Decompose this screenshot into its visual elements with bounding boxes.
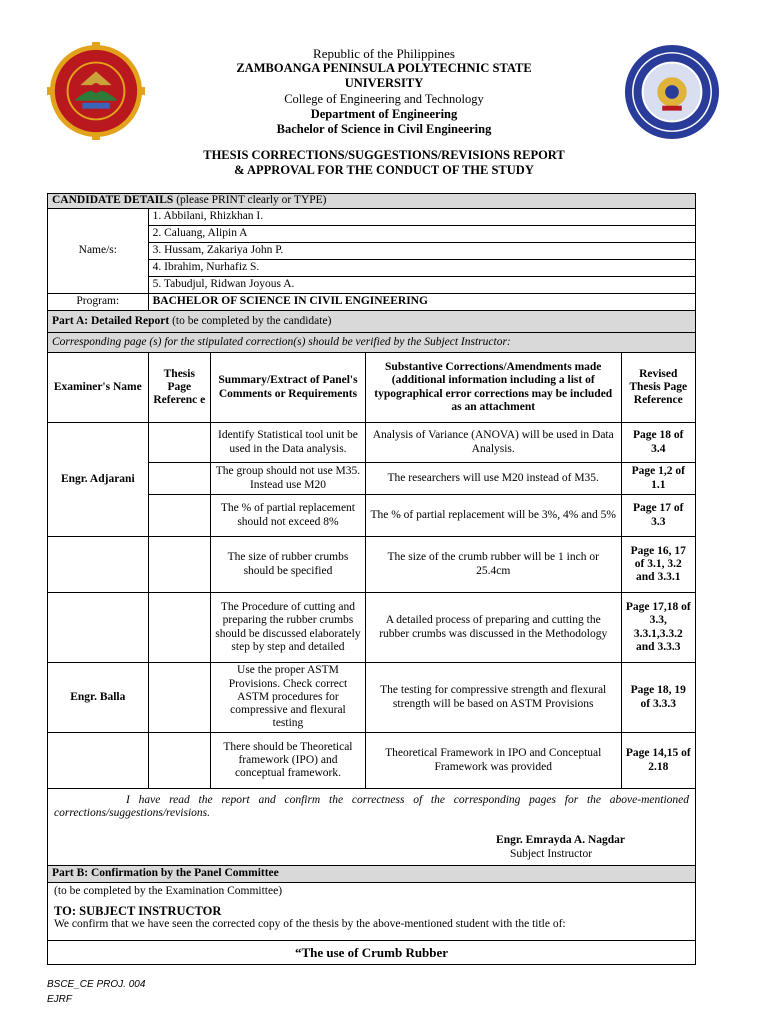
signatory-name: Engr. Emrayda A. Nagdar	[496, 834, 625, 847]
thesis-page-cell	[148, 463, 210, 495]
form-code: BSCE_CE PROJ. 004	[47, 979, 146, 990]
names-label: Name/s:	[48, 209, 149, 294]
header-program: Bachelor of Science in Civil Engineering	[276, 122, 492, 137]
report-title-line2: & APPROVAL FOR THE CONDUCT OF THE STUDY	[234, 163, 534, 177]
thesis-page-cell	[148, 495, 210, 537]
college-of-engineering-seal-logo	[623, 43, 721, 141]
revised-page-cell: Page 18 of 3.4	[621, 423, 696, 463]
signatory-role: Subject Instructor	[509, 847, 593, 860]
examiner-name: Engr. Adjarani	[48, 423, 149, 537]
zppsu-seal-logo	[47, 42, 145, 140]
correction-cell: A detailed process of preparing and cutting the rubber crumbs was discussed in the Methodology	[365, 593, 621, 663]
table-row	[48, 537, 696, 593]
candidate-details-header-row	[48, 194, 696, 209]
candidate-details-heading	[48, 194, 696, 209]
part-b-header-row	[48, 865, 696, 882]
to-subject-instructor: TO: SUBJECT INSTRUCTOR	[54, 904, 222, 919]
part-b-confirm-text: We confirm that we have seen the corrected copy of the thesis by the above-mentioned student with the title of:	[54, 918, 566, 931]
comment-cell: The % of partial replacement should not exceed 8%	[210, 495, 365, 537]
footer	[47, 977, 145, 1007]
part-a-instruction-row	[48, 333, 696, 353]
candidate-details-label: CANDIDATE DETAILS	[52, 194, 174, 207]
header-department: Department of Engineering	[310, 106, 458, 121]
part-a-heading	[48, 311, 696, 333]
table-row	[48, 663, 696, 733]
col-header-revised-page: Revised Thesis Page Reference	[621, 353, 696, 423]
thesis-corrections-form	[47, 193, 696, 965]
comment-cell: Use the proper ASTM Provisions. Check correct ASTM procedures for compressive and flexural testing	[210, 663, 365, 733]
correction-cell: The % of partial replacement will be 3%, 4% and 5%	[365, 495, 621, 537]
thesis-page-cell	[148, 537, 210, 593]
thesis-page-cell	[148, 733, 210, 789]
comment-cell: There should be Theoretical framework (IPO) and conceptual framework.	[210, 733, 365, 789]
candidate-name-3: 3. Hussam, Zakariya John P.	[148, 243, 695, 260]
revised-page-cell: Page 14,15 of 2.18	[621, 733, 696, 789]
examiner-name	[48, 537, 149, 593]
correction-cell: The researchers will use M20 instead of M35.	[365, 463, 621, 495]
report-title-line1: THESIS CORRECTIONS/SUGGESTIONS/REVISIONS REPORT	[203, 148, 565, 162]
header-university-cont: UNIVERSITY	[344, 76, 424, 91]
examiner-name: Engr. Balla	[48, 663, 149, 733]
correction-cell: Theoretical Framework in IPO and Conceptual Framework was provided	[365, 733, 621, 789]
header-university: ZAMBOANGA PENINSULA POLYTECHNIC STATE	[236, 61, 532, 76]
table-row	[48, 593, 696, 663]
signature-block	[54, 834, 689, 860]
institution-header	[200, 46, 568, 137]
revised-page-cell: Page 1,2 of 1.1	[621, 463, 696, 495]
table-row	[48, 733, 696, 789]
program-row	[48, 294, 696, 311]
candidate-name-1: 1. Abbilani, Rhizkhan I.	[148, 209, 695, 226]
part-a-instruction: Corresponding page (s) for the stipulated correction(s) should be verified by the Subject Instructor:	[48, 333, 696, 353]
header-republic: Republic of the Philippines	[313, 46, 455, 61]
part-a-header-row	[48, 311, 696, 333]
correction-cell: Analysis of Variance (ANOVA) will be used in Data Analysis.	[365, 423, 621, 463]
report-title	[140, 148, 628, 178]
part-b-body	[48, 882, 696, 940]
col-header-thesis-page: Thesis Page Referenc e	[148, 353, 210, 423]
candidate-name-5: 5. Tabudjul, Ridwan Joyous A.	[148, 277, 695, 294]
examiner-name	[48, 593, 149, 663]
candidate-name-row	[48, 209, 696, 226]
col-header-corrections: Substantive Corrections/Amendments made (additional information including a list of typographical error corrections may be included as an attachment	[365, 353, 621, 423]
correction-cell: The testing for compressive strength and flexural strength will be based on ASTM Provisions	[365, 663, 621, 733]
candidate-name-4: 4. Ibrahim, Nurhafiz S.	[148, 260, 695, 277]
confirmation-cell	[48, 789, 696, 866]
form-initials: EJRF	[47, 994, 72, 1005]
part-b-note: (to be completed by the Examination Committee)	[54, 884, 283, 897]
part-a-label: Part A: Detailed Report	[52, 314, 170, 327]
revised-page-cell: Page 17 of 3.3	[621, 495, 696, 537]
thesis-page-cell	[148, 663, 210, 733]
revised-page-cell: Page 17,18 of 3.3, 3.3.1,3.3.2 and 3.3.3	[621, 593, 696, 663]
candidate-details-note: (please PRINT clearly or TYPE)	[173, 194, 327, 207]
gear-icon	[657, 77, 686, 106]
thesis-title: “The use of Crumb Rubber	[48, 940, 696, 964]
confirmation-statement: I have read the report and confirm the correctness of the corresponding pages for the above-mentioned corrections/suggestions/revisions.	[54, 794, 689, 820]
col-header-examiner: Examiner's Name	[48, 353, 149, 423]
program-value: BACHELOR OF SCIENCE IN CIVIL ENGINEERING	[148, 294, 695, 311]
program-label: Program:	[48, 294, 149, 311]
comment-cell: The group should not use M35. Instead use M20	[210, 463, 365, 495]
comment-cell: Identify Statistical tool unit be used in the Data analysis.	[210, 423, 365, 463]
table-row	[48, 423, 696, 463]
part-b-heading: Part B: Confirmation by the Panel Committee	[48, 865, 696, 882]
col-header-summary: Summary/Extract of Panel's Comments or Requirements	[210, 353, 365, 423]
comment-cell: The Procedure of cutting and preparing the rubber crumbs should be discussed elaborately step by step and detailed	[210, 593, 365, 663]
thesis-page-cell	[148, 593, 210, 663]
part-a-note: (to be completed by the candidate)	[169, 314, 332, 327]
confirmation-row	[48, 789, 696, 866]
revised-page-cell: Page 16, 17 of 3.1, 3.2 and 3.3.1	[621, 537, 696, 593]
part-b-body-row	[48, 882, 696, 940]
header-college: College of Engineering and Technology	[284, 91, 484, 106]
thesis-page-cell	[148, 423, 210, 463]
corrections-table-header	[48, 353, 696, 423]
comment-cell: The size of rubber crumbs should be specified	[210, 537, 365, 593]
correction-cell: The size of the crumb rubber will be 1 inch or 25.4cm	[365, 537, 621, 593]
examiner-name	[48, 733, 149, 789]
candidate-name-2: 2. Caluang, Alipin A	[148, 226, 695, 243]
thesis-title-row	[48, 940, 696, 964]
revised-page-cell: Page 18, 19 of 3.3.3	[621, 663, 696, 733]
